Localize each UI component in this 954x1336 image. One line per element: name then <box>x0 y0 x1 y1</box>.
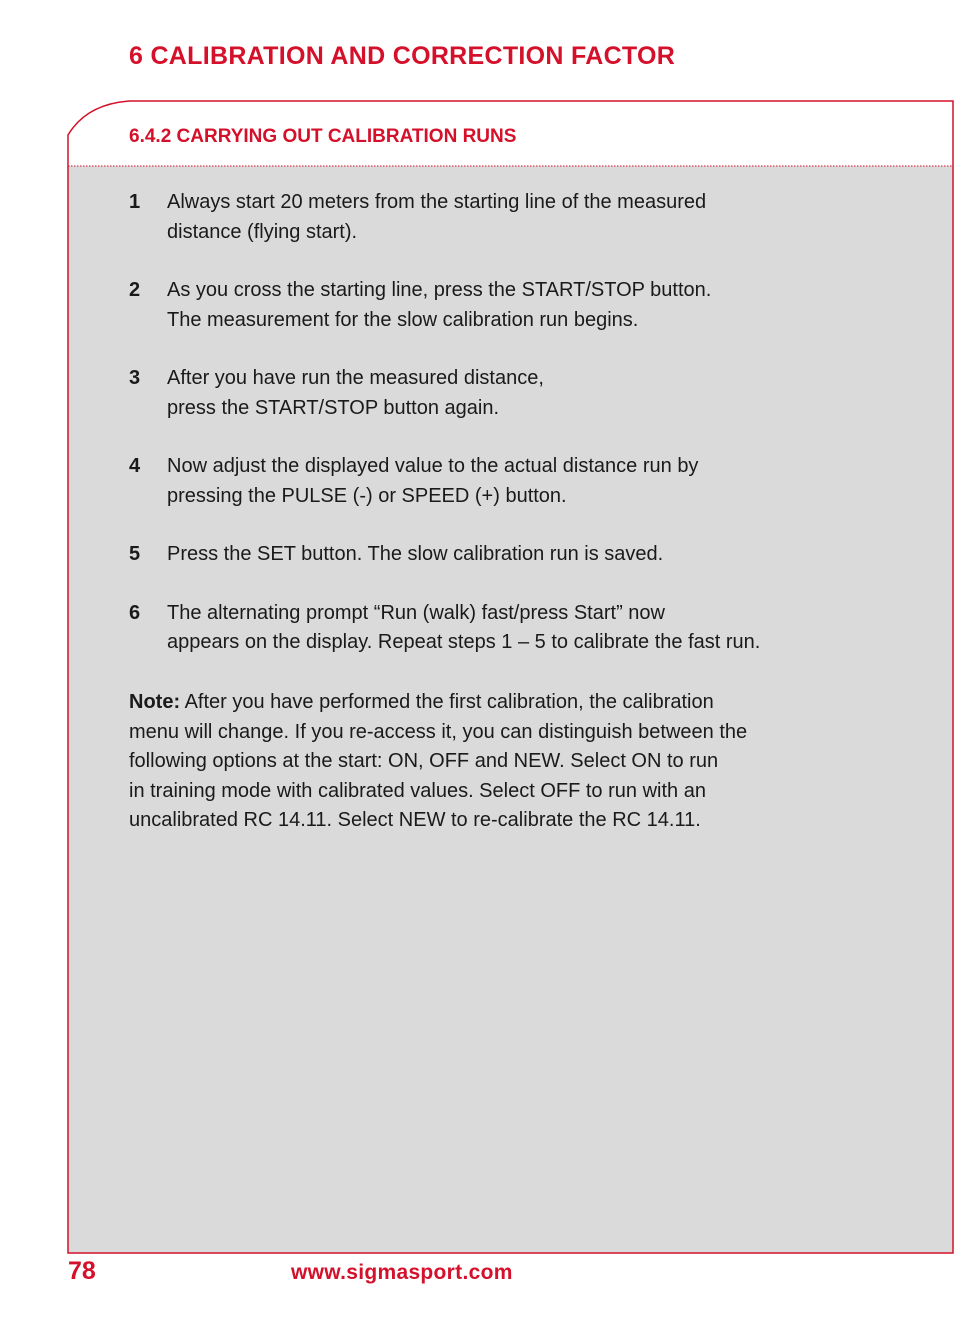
chapter-title: 6 CALIBRATION AND CORRECTION FACTOR <box>129 42 676 70</box>
note-paragraph <box>129 688 869 836</box>
page-number: 78 <box>68 1257 96 1285</box>
step-item <box>129 540 869 570</box>
step-item <box>129 452 869 511</box>
step-text: As you cross the starting line, press the START/STOP button. The measurement for the slow calibration run begins. <box>167 279 712 331</box>
note-label: Note: <box>129 691 181 713</box>
footer-url[interactable]: www.sigmasport.com <box>291 1261 513 1284</box>
step-text: Always start 20 meters from the starting line of the measured distance (flying start). <box>167 191 707 243</box>
step-item <box>129 276 869 335</box>
step-number: 5 <box>129 543 141 565</box>
calibration-steps-list <box>129 188 869 687</box>
step-text: The alternating prompt “Run (walk) fast/press Start” now appears on the display. Repeat steps 1 – 5 to calibrate the fast run. <box>167 601 761 653</box>
step-number: 1 <box>129 191 141 213</box>
step-number: 2 <box>129 279 141 301</box>
step-item <box>129 599 869 658</box>
step-text: Press the SET button. The slow calibration run is saved. <box>167 543 664 565</box>
step-number: 3 <box>129 367 141 389</box>
note-text: After you have performed the first calibration, the calibration menu will change. If you re-access it, you can distinguish between the following options at the start: ON, OFF and NEW. Select ON to run in training mode with calibrated values. Select OFF to run with an uncalibrated RC 14.11. Select NEW to re-calibrate the RC 14.11. <box>129 691 748 831</box>
step-text: Now adjust the displayed value to the actual distance run by pressing the PULSE (-) or SPEED (+) button. <box>167 455 699 507</box>
section-title: 6.4.2 CARRYING OUT CALIBRATION RUNS <box>129 126 517 147</box>
step-text: After you have run the measured distance, press the START/STOP button again. <box>167 367 544 419</box>
step-item <box>129 188 869 247</box>
step-number: 6 <box>129 601 141 624</box>
step-number: 4 <box>129 455 141 477</box>
step-item <box>129 364 869 423</box>
